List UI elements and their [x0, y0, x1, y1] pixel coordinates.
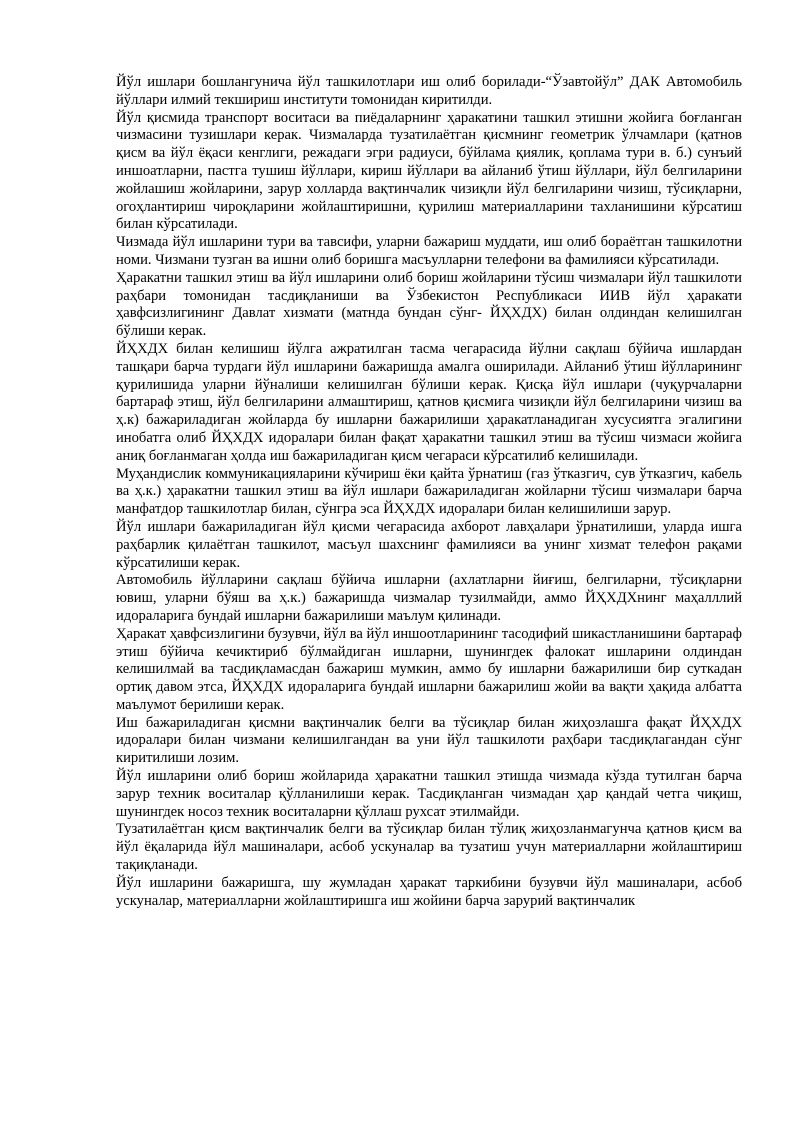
- paragraph-2: Йўл қисмида транспорт воситаси ва пиёдаларнинг ҳаракатини ташкил этишни жойига боғланган чизмасини тузишлари керак. Чизмаларда тузатилаётган қисмнинг геометрик ўлчамлари (қатнов қисм ва йўл ёқаси кенглиги, режадаги эгри радиуси, бўйлама қиялик, қоплама тури в. б.) сунъий иншоатларни, пастга тушиш йўллари, кириш йўллари ва айланиб ўтиш йўллари, йўл белгиларини жойлашиш жойларини, зарур холларда вақтинчалик чизиқли йўл белгиларини чизиш, тўсиқларни, огоҳлантириш чироқларини жойлаштиришни, қурилиш материалларини тахланишини кўрсатиш билан кўрсатилади.: [116, 109, 742, 233]
- paragraph-9: Ҳаракат ҳавфсизлигини бузувчи, йўл ва йўл иншоотларининг тасодифий шикастланишини бартараф этиш бўйича кечиктириб бўлмайдиган ишларни, шунингдек фалокат ишларини олдиндан келишилмай ва тасдиқламасдан бажариш мумкин, аммо бу ишларни бажарилиши бир суткадан ортиқ давом этса, ЙҲХДХ идораларига бундай ишларни бажарилиш жойи ва вақти ҳақида албатта маълумот берилиши керак.: [116, 625, 742, 713]
- paragraph-11: Йўл ишларини олиб бориш жойларида ҳаракатни ташкил этишда чизмада кўзда тутилган барча зарур техник воситалар қўлланилиши керак. Тасдиқланган чизмадан ҳар қандай четга чиқиш, шунингдек носоз техник воситаларни қўллаш рухсат этилмайди.: [116, 768, 742, 820]
- document-page: [116, 74, 742, 910]
- paragraph-12: Тузатилаётган қисм вақтинчалик белги ва тўсиқлар билан тўлиқ жиҳозланмагунча қатнов қисм ва йўл ёқаларида йўл машиналари, асбоб ускуналар ва тузатиш учун материалларни жойлаштириш тақиқланади.: [116, 821, 742, 874]
- paragraph-3: Чизмада йўл ишларини тури ва тавсифи, уларни бажариш муддати, иш олиб бораётган ташкилотни номи. Чизмани тузган ва ишни олиб боришга масъулларни телефони ва фамилияси кўрсатилади.: [116, 234, 742, 268]
- paragraph-1: Йўл ишлари бошлангунича йўл ташкилотлари иш олиб борилади-“Ўзавтойўл” ДАК Автомобиль йўллари илмий текшириш институти томонидан киритилди.: [116, 74, 742, 108]
- paragraph-6: Муҳандислик коммуникацияларини кўчириш ёки қайта ўрнатиш (газ ўтказгич, сув ўтказгич, кабель ва ҳ.к.) ҳаракатни ташкил этиш ва йўл ишлари бажариладиган жойларни тўсиш чизмалари барча манфатдор ташкилотлар билан, сўнгра эса ЙҲХДХ идоралари билан келишилиши зарур.: [116, 465, 742, 518]
- paragraph-4: Ҳаракатни ташкил этиш ва йўл ишларини олиб бориш жойларини тўсиш чизмалари йўл ташкилоти раҳбари томонидан тасдиқланиши ва Ўзбекистон Республикаси ИИВ йўл ҳаракати ҳавфсизлигининг Давлат хизмати (матнда бундан сўнг- ЙҲХДХ) билан олдиндан келишилган бўлиши керак.: [116, 269, 742, 340]
- paragraph-8: Автомобиль йўлларини сақлаш бўйича ишларни (ахлатларни йиғиш, белгиларни, тўсиқларни ювиш, уларни бўяш ва ҳ.к.) бажаришда чизмалар тузилмайди, аммо ЙҲХДХнинг маҳалллий идораларига бундай ишларни бажарилиши маълум қилинади.: [116, 572, 742, 624]
- paragraph-10: Иш бажариладиган қисмни вақтинчалик белги ва тўсиқлар билан жиҳозлашга фақат ЙҲХДХ идоралари билан чизмани келишилгандан ва уни йўл ташкилоти раҳбари тасдиқлагандан сўнг киритилиши лозим.: [116, 714, 742, 767]
- paragraph-13: Йўл ишларини бажаришга, шу жумладан ҳаракат таркибини бузувчи йўл машиналари, асбоб ускуналар, материалларни жойлаштиришга иш жойини барча зарурий вақтинчалик: [116, 874, 742, 909]
- paragraph-5: ЙҲХДХ билан келишиш йўлга ажратилган тасма чегарасида йўлни сақлаш бўйича ишлардан ташқари барча турдаги йўл ишларини бажаришда амалга оширилади. Айланиб ўтиш йўлларининг қурилишида уларни йўналиши келишилган бўлиши керак. Қисқа йўл ишлари (чуқурчаларни бартараф этиш, йўл белгиларини алмаштириш, қатнов қисмига чизиқли йўл белгиларини чизиш ва ҳ.к) бажариладиган жойларда бу ишларни бажарилиши ҳаракатланадиган хусусиятга эгалигини инобатга олиб ЙҲХДХ идоралари билан фақат ҳаракатни ташкил этиш ва тўсиш чизмаси жойига аниқ боғланмаган ҳолда иш бажариладиган қисм чегараси кўрсатилиб келишилади.: [116, 340, 742, 464]
- paragraph-7: Йўл ишлари бажариладиган йўл қисми чегарасида ахборот лавҳалари ўрнатилиши, уларда ишга раҳбарлик қилаётган ташкилот, масъул шахснинг фамилияси ва унинг хизмат телефон рақами кўрсатилиши керак.: [116, 518, 742, 571]
